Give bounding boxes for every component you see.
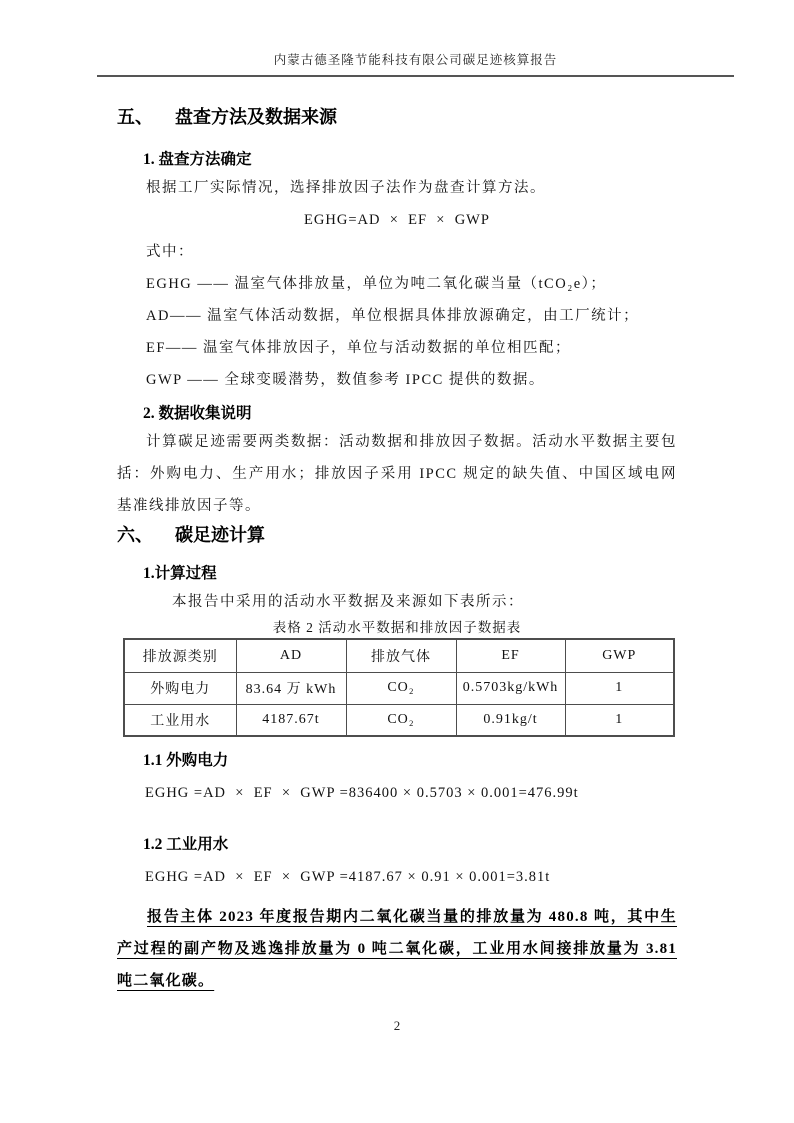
subheading-calc-process: 1.计算过程 [143,565,217,582]
page-footer [0,1018,794,1034]
section-5-title: 盘查方法及数据来源 [175,107,337,127]
section-6-number: 六、 [117,525,153,545]
section-6-heading [117,522,677,548]
table-cell: 1 [565,704,674,736]
subheading-water: 1.2 工业用水 [143,836,229,853]
table-cell: 工业用水 [124,704,236,736]
table-header-source: 排放源类别 [124,639,236,672]
section-5-number: 五、 [117,107,153,127]
table-header-row [124,639,674,672]
section-6-title: 碳足迹计算 [175,525,265,545]
table-header-ef: EF [456,639,565,672]
table-cell: 1 [565,672,674,704]
definition-ad: AD—— 温室气体活动数据，单位根据具体排放源确定，由工厂统计； [146,308,640,324]
formula-main: EGHG=AD × EF × GWP [304,212,490,228]
header-title: 内蒙古德圣隆节能科技有限公司碳足迹核算报告 [273,53,558,67]
paragraph-method-basis: 根据工厂实际情况，选择排放因子法作为盘查计算方法。 [146,180,546,196]
activity-data-table [123,638,675,737]
subheading-method: 1. 盘查方法确定 [143,151,252,168]
section-5-heading [117,104,677,130]
paragraph-data-collection: 计算碳足迹需要两类数据：活动数据和排放因子数据。活动水平数据主要包括：外购电力、生产用水；排放因子采用 IPCC 规定的缺失值、中国区域电网基准线排放因子等。 [117,434,677,514]
calc-water: EGHG =AD × EF × GWP =4187.67 × 0.91 × 0.001=3.81t [145,869,551,885]
page-number: 2 [393,1018,401,1033]
table-row-electricity [124,672,674,704]
table-header-gwp: GWP [565,639,674,672]
definition-eghg: EGHG —— 温室气体排放量，单位为吨二氧化碳当量（tCO₂e）； [146,276,607,292]
page-content [117,0,677,997]
definition-gwp: GWP —— 全球变暖潜势，数值参考 IPCC 提供的数据。 [146,372,545,388]
table-cell: 0.91kg/t [456,704,565,736]
table-cell: 外购电力 [124,672,236,704]
table-header-ad: AD [236,639,346,672]
table-caption: 表格 2 活动水平数据和排放因子数据表 [272,620,522,635]
formula-where-label: 式中： [146,244,194,260]
table-row-water [124,704,674,736]
subheading-electricity: 1.1 外购电力 [143,752,229,769]
definition-ef: EF—— 温室气体排放因子，单位与活动数据的单位相匹配； [146,340,572,356]
table-cell: 83.64 万 kWh [236,672,346,704]
table-cell: 0.5703kg/kWh [456,672,565,704]
table-cell: CO₂ [346,672,456,704]
table-cell: CO₂ [346,704,456,736]
conclusion-paragraph: 报告主体 2023 年度报告期内二氧化碳当量的排放量为 480.8 吨，其中生产过程的副产物及逃逸排放量为 0 吨二氧化碳，工业用水间接排放量为 3.81 吨二氧化碳。 [117,909,677,989]
table-cell: 4187.67t [236,704,346,736]
paragraph-table-intro: 本报告中采用的活动水平数据及来源如下表所示： [172,594,524,610]
subheading-data-collection: 2. 数据收集说明 [143,405,252,422]
calc-electricity: EGHG =AD × EF × GWP =836400 × 0.5703 × 0.001=476.99t [145,785,579,801]
table-header-gas: 排放气体 [346,639,456,672]
